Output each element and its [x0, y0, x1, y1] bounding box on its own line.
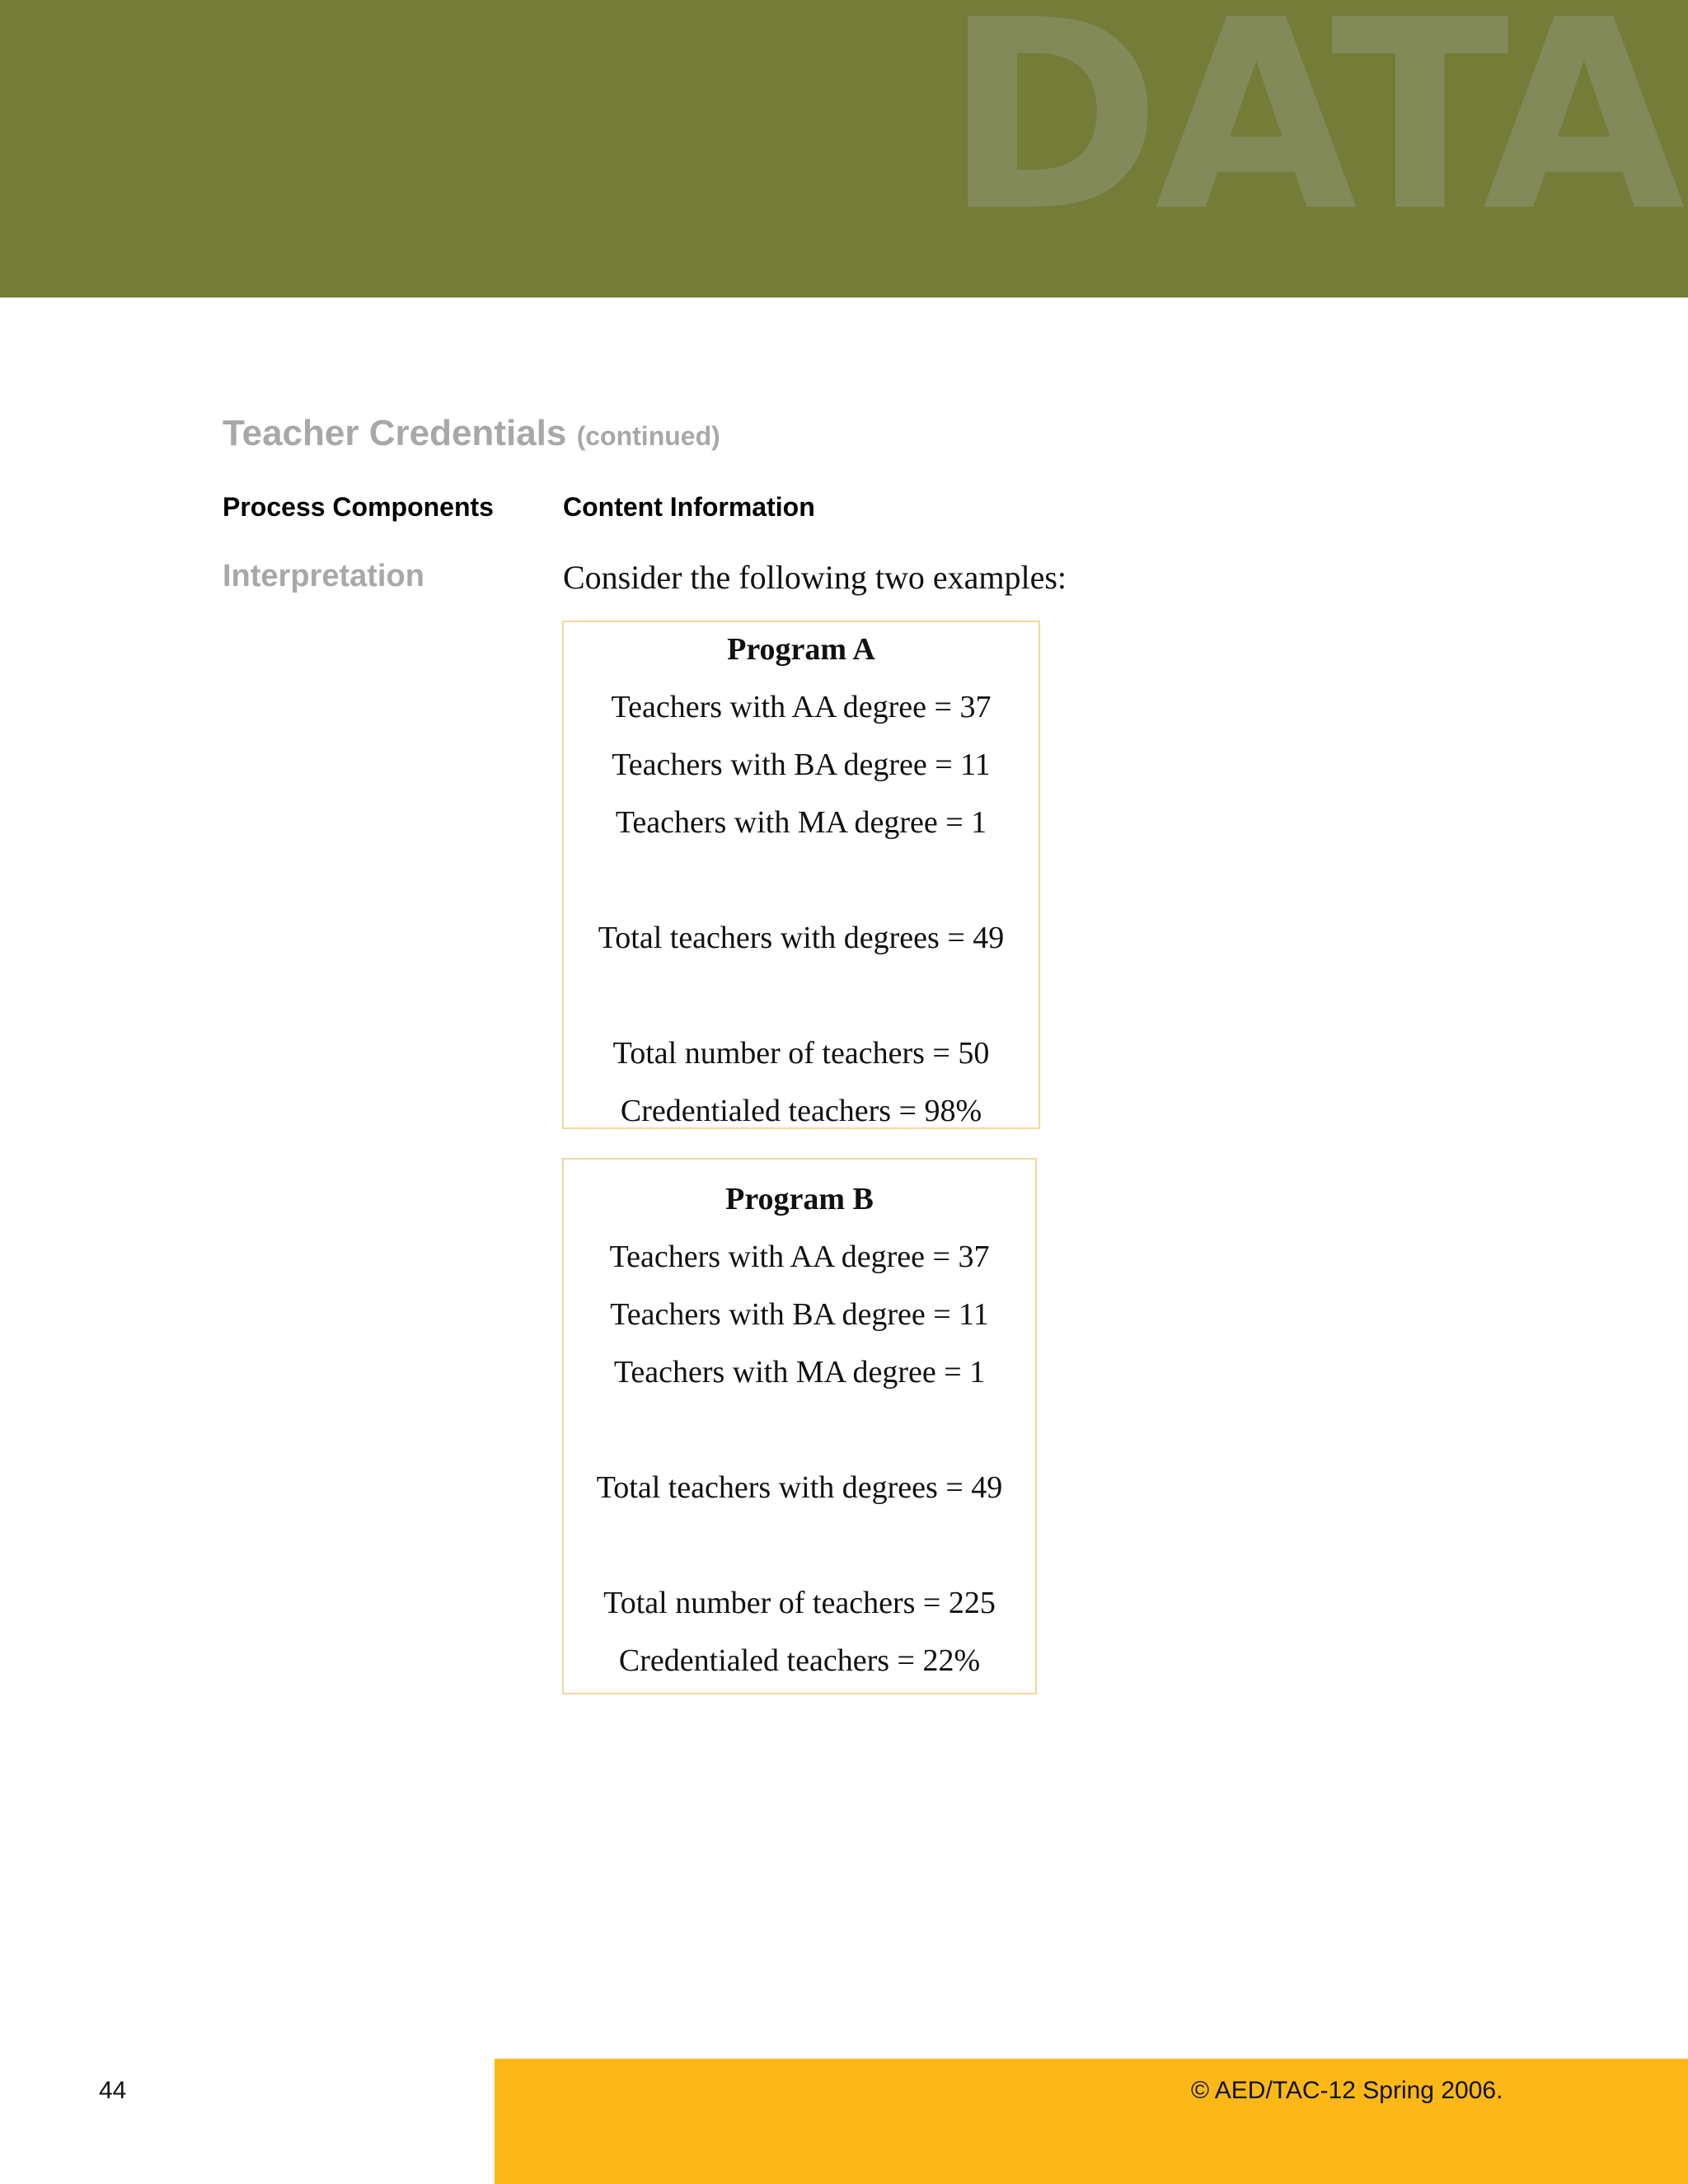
copyright-notice: © AED/TAC-12 Spring 2006. — [1191, 2077, 1503, 2104]
aa-degree-count: Teachers with AA degree = 37 — [609, 1240, 990, 1274]
program-b-box — [562, 1158, 1037, 1694]
total-teachers: Total number of teachers = 225 — [603, 1586, 996, 1620]
ba-degree-count: Teachers with BA degree = 11 — [610, 1297, 989, 1332]
ma-degree-count: Teachers with MA degree = 1 — [615, 805, 987, 840]
process-components-header: Process Components — [223, 492, 494, 522]
section-title — [223, 412, 720, 456]
header-band — [0, 0, 1688, 298]
aa-degree-count: Teachers with AA degree = 37 — [611, 690, 992, 724]
section-title-text: Teacher Credentials — [223, 413, 567, 453]
total-with-degrees: Total teachers with degrees = 49 — [598, 921, 1005, 955]
program-title: Program B — [725, 1182, 874, 1216]
page-number: 44 — [99, 2077, 127, 2104]
interpretation-intro: Consider the following two examples: — [563, 559, 1067, 596]
interpretation-label: Interpretation — [223, 559, 424, 593]
header-watermark: DATA — [944, 0, 1679, 269]
footer-band — [495, 2059, 1688, 2184]
ma-degree-count: Teachers with MA degree = 1 — [613, 1355, 986, 1390]
total-teachers: Total number of teachers = 50 — [612, 1036, 990, 1071]
section-title-suffix: (continued) — [576, 421, 720, 451]
program-title: Program A — [727, 632, 875, 667]
total-with-degrees: Total teachers with degrees = 49 — [596, 1470, 1003, 1505]
content-information-header: Content Information — [563, 492, 815, 522]
program-a-box — [562, 621, 1040, 1129]
credentialed-percent: Credentialed teachers = 22% — [618, 1643, 981, 1678]
credentialed-percent: Credentialed teachers = 98% — [620, 1094, 982, 1128]
ba-degree-count: Teachers with BA degree = 11 — [612, 748, 991, 782]
